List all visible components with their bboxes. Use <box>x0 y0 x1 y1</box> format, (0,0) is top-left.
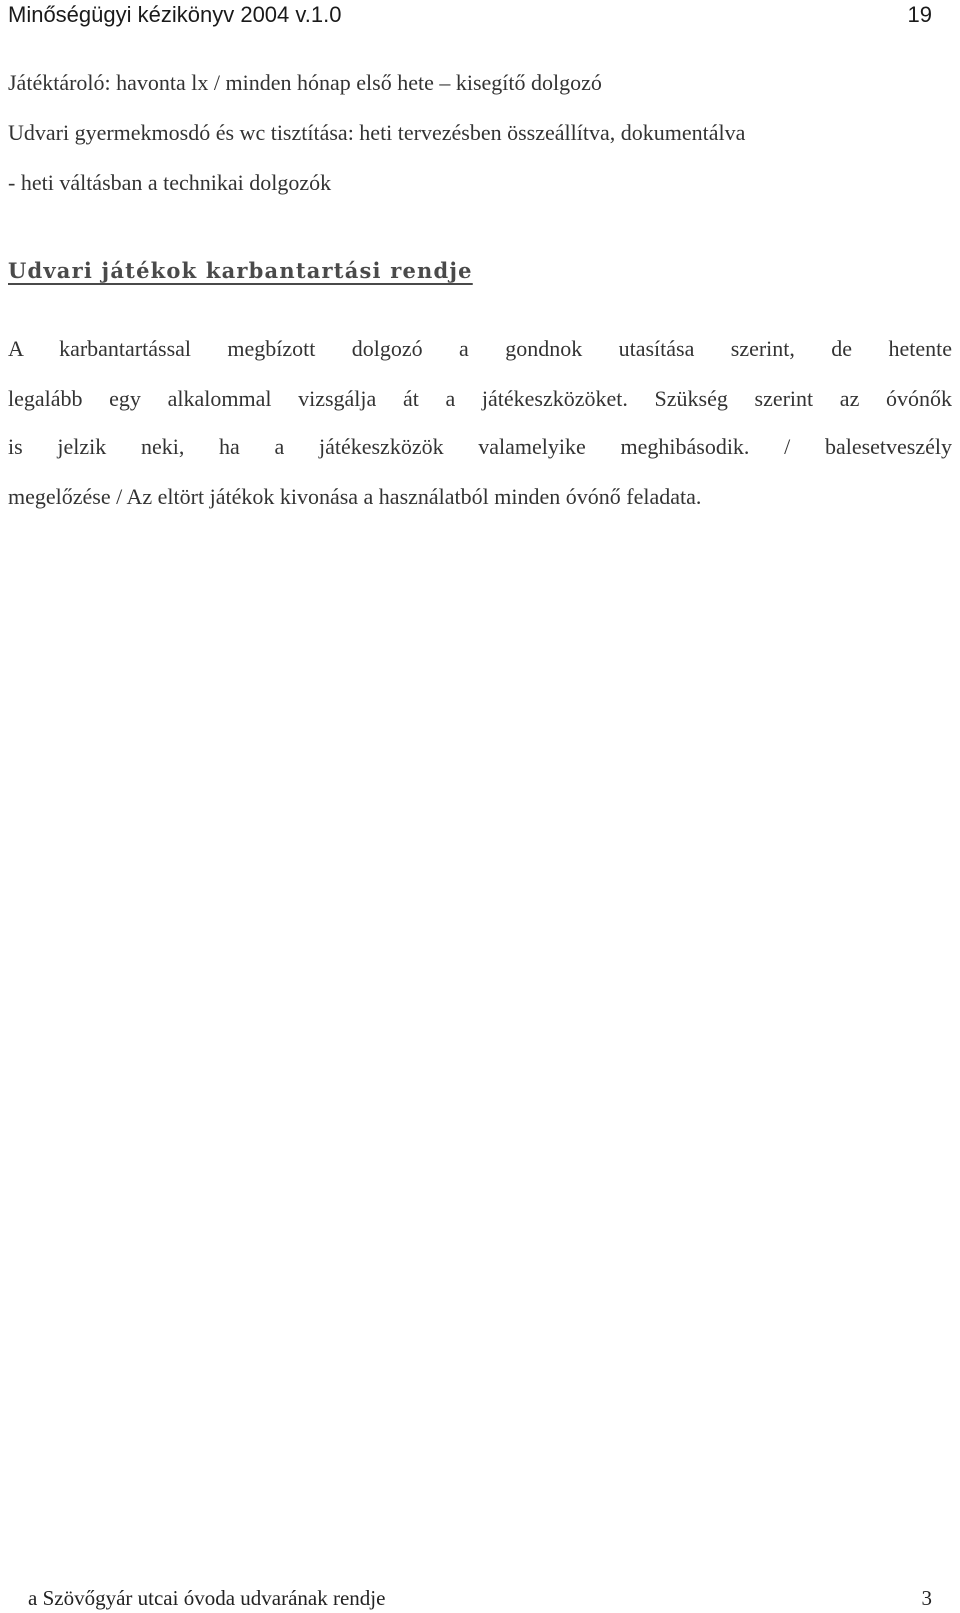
page-footer <box>28 1584 932 1612</box>
document-title: Minőségügyi kézikönyv 2004 v.1.0 <box>8 2 342 27</box>
paragraph-line: megelőzése / Az eltört játékok kivonása a használatból minden óvónő feladata. <box>8 484 702 509</box>
intro-line: - heti váltásban a technikai dolgozók <box>8 170 332 195</box>
intro-line: Játéktároló: havonta lx / minden hónap első hete – kisegítő dolgozó <box>8 70 602 95</box>
intro-line: Udvari gyermekmosdó és wc tisztítása: heti tervezésben összeállítva, dokumentálva <box>8 120 746 145</box>
paragraph-line: is jelzik neki, ha a játékeszközök valamelyike meghibásodik. / balesetveszély <box>8 434 952 459</box>
section-heading: Udvari játékok karbantartási rendje <box>8 258 473 283</box>
page-header <box>8 0 952 30</box>
footer-title: a Szövőgyár utcai óvoda udvarának rendje <box>28 1586 386 1610</box>
page-number: 19 <box>907 2 932 27</box>
paragraph-line: A karbantartással megbízott dolgozó a gondnok utasítása szerint, de hetente <box>8 336 952 361</box>
paragraph-line: legalább egy alkalommal vizsgálja át a játékeszközöket. Szükség szerint az óvónők <box>8 386 952 411</box>
footer-page-number: 3 <box>921 1586 932 1610</box>
